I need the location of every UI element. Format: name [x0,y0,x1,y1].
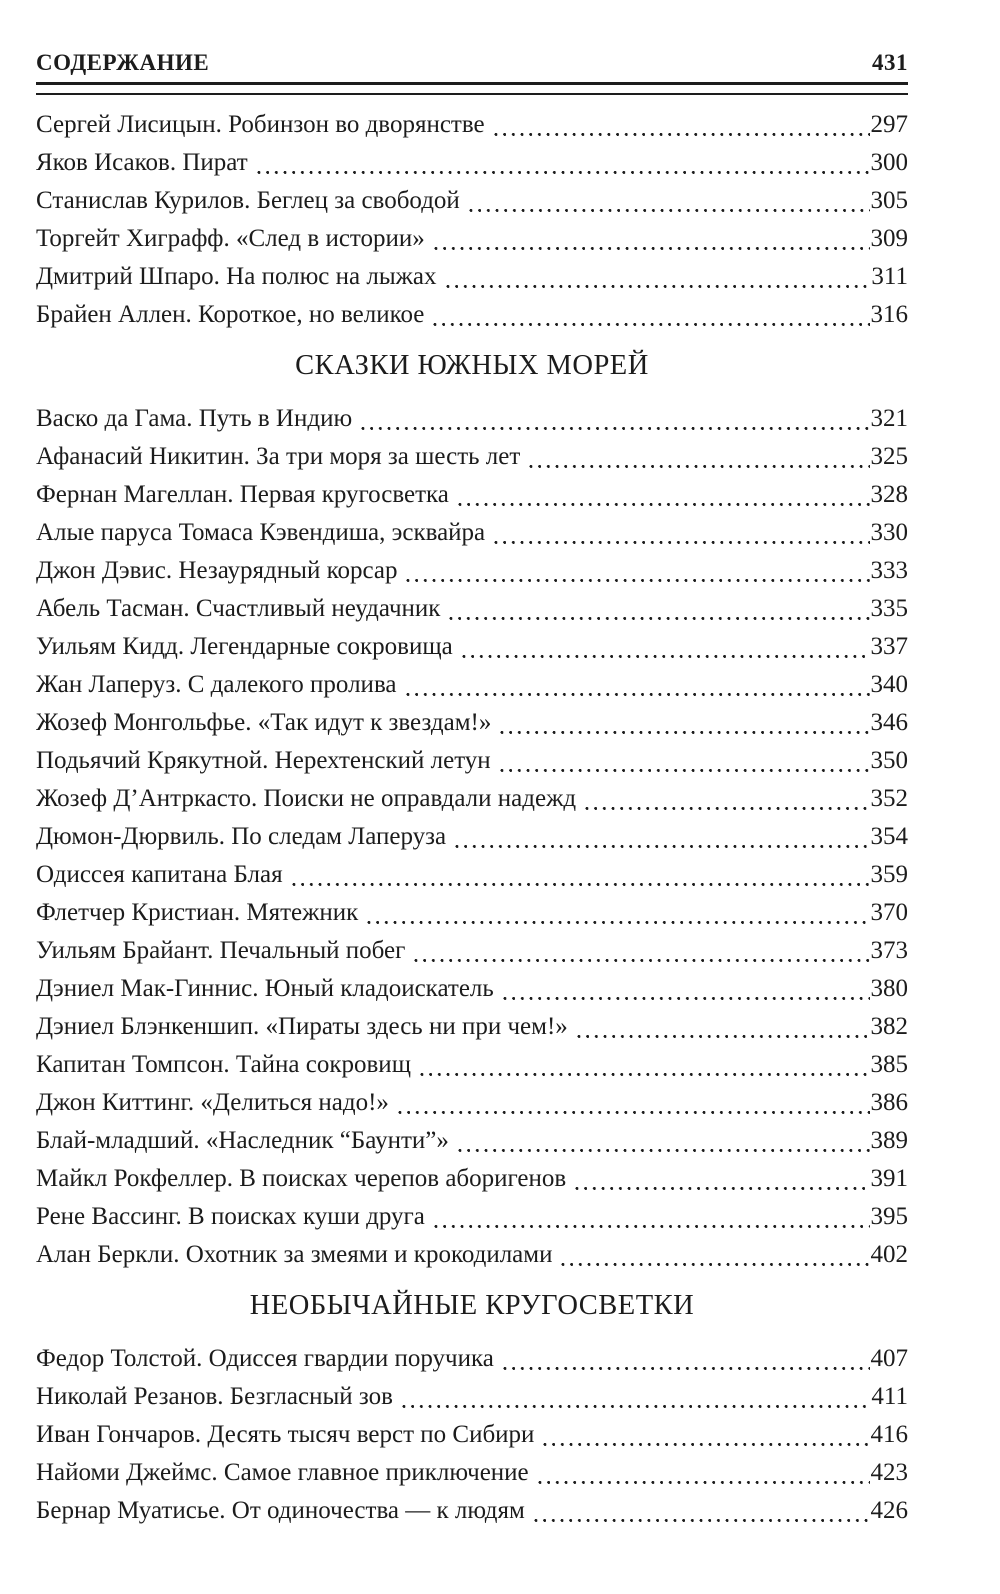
dot-leader [501,996,870,1001]
toc-entry-page: 330 [870,519,908,546]
toc-entry-title: Бернар Муатисье. От одиночества — к людям [36,1497,525,1524]
toc-entry[interactable] [36,590,908,628]
dot-leader [575,1034,870,1039]
toc-list [36,106,908,1530]
toc-entry-page: 373 [870,937,908,964]
dot-leader [456,1148,870,1153]
toc-entry-title: Джон Дэвис. Незаурядный корсар [36,557,398,584]
toc-entry-title: Федор Толстой. Одиссея гвардии поручика [36,1345,494,1372]
toc-entry-title: Алан Беркли. Охотник за змеями и крокодилами [36,1241,553,1268]
dot-leader [532,1518,870,1523]
toc-entry[interactable] [36,258,908,296]
section-heading: СКАЗКИ ЮЖНЫХ МОРЕЙ [295,350,649,381]
toc-entry-page: 354 [870,823,908,850]
toc-entry-title: Капитан Томпсон. Тайна сокровищ [36,1051,411,1078]
toc-entry-title: Блай-младший. «Наследник “Баунти”» [36,1127,449,1154]
toc-entry-page: 391 [870,1165,908,1192]
toc-entry[interactable] [36,106,908,144]
toc-entry-title: Майкл Рокфеллер. В поисках черепов аборигенов [36,1165,567,1192]
dot-leader [418,1072,870,1077]
toc-entry[interactable] [36,400,908,438]
toc-entry-title: Николай Резанов. Безгласный зов [36,1383,393,1410]
toc-entry[interactable] [36,1198,908,1236]
dot-leader [492,540,869,545]
toc-entry[interactable] [36,1008,908,1046]
dot-leader [431,322,869,327]
toc-entry-page: 346 [870,709,908,736]
toc-entry[interactable] [36,1378,908,1416]
toc-entry-page: 316 [870,301,908,328]
toc-entry[interactable] [36,296,908,334]
toc-entry-title: Станислав Курилов. Беглец за свободой [36,187,460,214]
toc-entry-page: 402 [870,1241,908,1268]
dot-leader [460,654,870,659]
toc-entry[interactable] [36,818,908,856]
toc-entry-page: 321 [870,405,908,432]
toc-entry[interactable] [36,1046,908,1084]
dot-leader [255,170,870,175]
toc-entry-title: Одиссея капитана Блая [36,861,283,888]
toc-entry-page: 297 [870,111,908,138]
toc-entry[interactable] [36,742,908,780]
toc-entry[interactable] [36,1492,908,1530]
dot-leader [573,1186,869,1191]
toc-entry[interactable] [36,552,908,590]
dot-leader [404,578,869,583]
dot-leader [412,958,869,963]
toc-entry[interactable] [36,1084,908,1122]
toc-entry-title: Фернан Магеллан. Первая кругосветка [36,481,449,508]
dot-leader [365,920,869,925]
dot-leader [536,1480,870,1485]
toc-entry-page: 335 [870,595,908,622]
dot-leader [447,616,869,621]
toc-entry-title: Дэниел Мак-Гиннис. Юный кладоискатель [36,975,494,1002]
dot-leader [583,806,869,811]
toc-entry[interactable] [36,666,908,704]
toc-entry[interactable] [36,1236,908,1274]
toc-entry-page: 407 [870,1345,908,1372]
toc-entry-title: Иван Гончаров. Десять тысяч верст по Сибири [36,1421,535,1448]
dot-leader [492,132,870,137]
dot-leader [453,844,869,849]
dot-leader [396,1110,870,1115]
toc-entry-page: 386 [870,1089,908,1116]
toc-entry[interactable] [36,1122,908,1160]
dot-leader [432,1224,870,1229]
toc-entry[interactable] [36,780,908,818]
dot-leader [527,464,869,469]
dot-leader [290,882,870,887]
toc-entry-page: 328 [870,481,908,508]
toc-entry-page: 426 [870,1497,908,1524]
section-heading: НЕОБЫЧАЙНЫЕ КРУГОСВЕТКИ [249,1290,695,1321]
toc-entry[interactable] [36,1340,908,1378]
dot-leader [559,1262,869,1267]
dot-leader [467,208,870,213]
toc-entry-title: Алые паруса Томаса Кэвендиша, эсквайра [36,519,486,546]
dot-leader [432,246,870,251]
dot-leader [400,1404,870,1409]
toc-entry-title: Яков Исаков. Пират [36,149,248,176]
toc-entry-page: 389 [870,1127,908,1154]
dot-leader [498,730,869,735]
toc-entry[interactable] [36,894,908,932]
toc-entry-page: 380 [870,975,908,1002]
toc-entry-title: Афанасий Никитин. За три моря за шесть лет [36,443,521,470]
toc-entry-title: Васко да Гама. Путь в Индию [36,405,353,432]
toc-entry-title: Дмитрий Шпаро. На полюс на лыжах [36,263,437,290]
toc-entry-page: 411 [871,1383,908,1410]
page-title: СОДЕРЖАНИЕ [36,50,210,75]
toc-entry-title: Уильям Брайант. Печальный побег [36,937,406,964]
dot-leader [456,502,870,507]
page-number: 431 [872,50,908,75]
toc-entry[interactable] [36,932,908,970]
toc-entry-title: Уильям Кидд. Легендарные сокровища [36,633,453,660]
toc-entry-page: 337 [870,633,908,660]
toc-entry-title: Жан Лаперуз. С далекого пролива [36,671,397,698]
toc-entry-title: Дэниел Блэнкеншип. «Пираты здесь ни при чем!» [36,1013,568,1040]
toc-entry-title: Найоми Джеймс. Самое главное приключение [36,1459,529,1486]
toc-entry-title: Торгейт Хиграфф. «След в истории» [36,225,425,252]
toc-entry-page: 311 [871,263,908,290]
toc-entry-page: 423 [870,1459,908,1486]
toc-entry-page: 416 [870,1421,908,1448]
toc-entry[interactable] [36,438,908,476]
toc-entry[interactable] [36,476,908,514]
toc-entry[interactable] [36,1416,908,1454]
toc-entry-title: Брайен Аллен. Короткое, но великое [36,301,425,328]
toc-entry[interactable] [36,220,908,258]
toc-entry-title: Жозеф Монгольфье. «Так идут к звездам!» [36,709,492,736]
toc-entry[interactable] [36,1454,908,1492]
toc-entry[interactable] [36,628,908,666]
toc-entry-page: 352 [870,785,908,812]
toc-entry-title: Рене Вассинг. В поисках куши друга [36,1203,425,1230]
toc-entry-page: 370 [870,899,908,926]
toc-entry[interactable] [36,1160,908,1198]
toc-entry[interactable] [36,182,908,220]
toc-entry-page: 325 [870,443,908,470]
toc-entry[interactable] [36,704,908,742]
dot-leader [444,284,871,289]
toc-entry[interactable] [36,856,908,894]
toc-entry-title: Джон Киттинг. «Делиться надо!» [36,1089,389,1116]
dot-leader [501,1366,870,1371]
toc-entry-page: 395 [870,1203,908,1230]
toc-entry[interactable] [36,514,908,552]
dot-leader [404,692,870,697]
toc-entry-title: Дюмон-Дюрвиль. По следам Лаперуза [36,823,447,850]
toc-entry-page: 350 [870,747,908,774]
header-double-rule [36,82,908,95]
toc-entry-page: 305 [870,187,908,214]
dot-leader [541,1442,869,1447]
dot-leader [359,426,869,431]
toc-entry-page: 309 [870,225,908,252]
dot-leader [498,768,870,773]
toc-entry-page: 359 [870,861,908,888]
toc-entry-page: 300 [870,149,908,176]
toc-entry-page: 382 [870,1013,908,1040]
toc-entry-title: Абель Тасман. Счастливый неудачник [36,595,441,622]
toc-entry-title: Флетчер Кристиан. Мятежник [36,899,359,926]
toc-entry-title: Сергей Лисицын. Робинзон во дворянстве [36,111,485,138]
toc-entry-title: Жозеф Д’Антркасто. Поиски не оправдали надежд [36,785,577,812]
toc-entry-page: 340 [870,671,908,698]
toc-entry[interactable] [36,970,908,1008]
toc-entry-page: 385 [870,1051,908,1078]
toc-entry-title: Подьячий Крякутной. Нерехтенский летун [36,747,491,774]
toc-entry[interactable] [36,144,908,182]
page-header [36,50,908,76]
toc-entry-page: 333 [870,557,908,584]
